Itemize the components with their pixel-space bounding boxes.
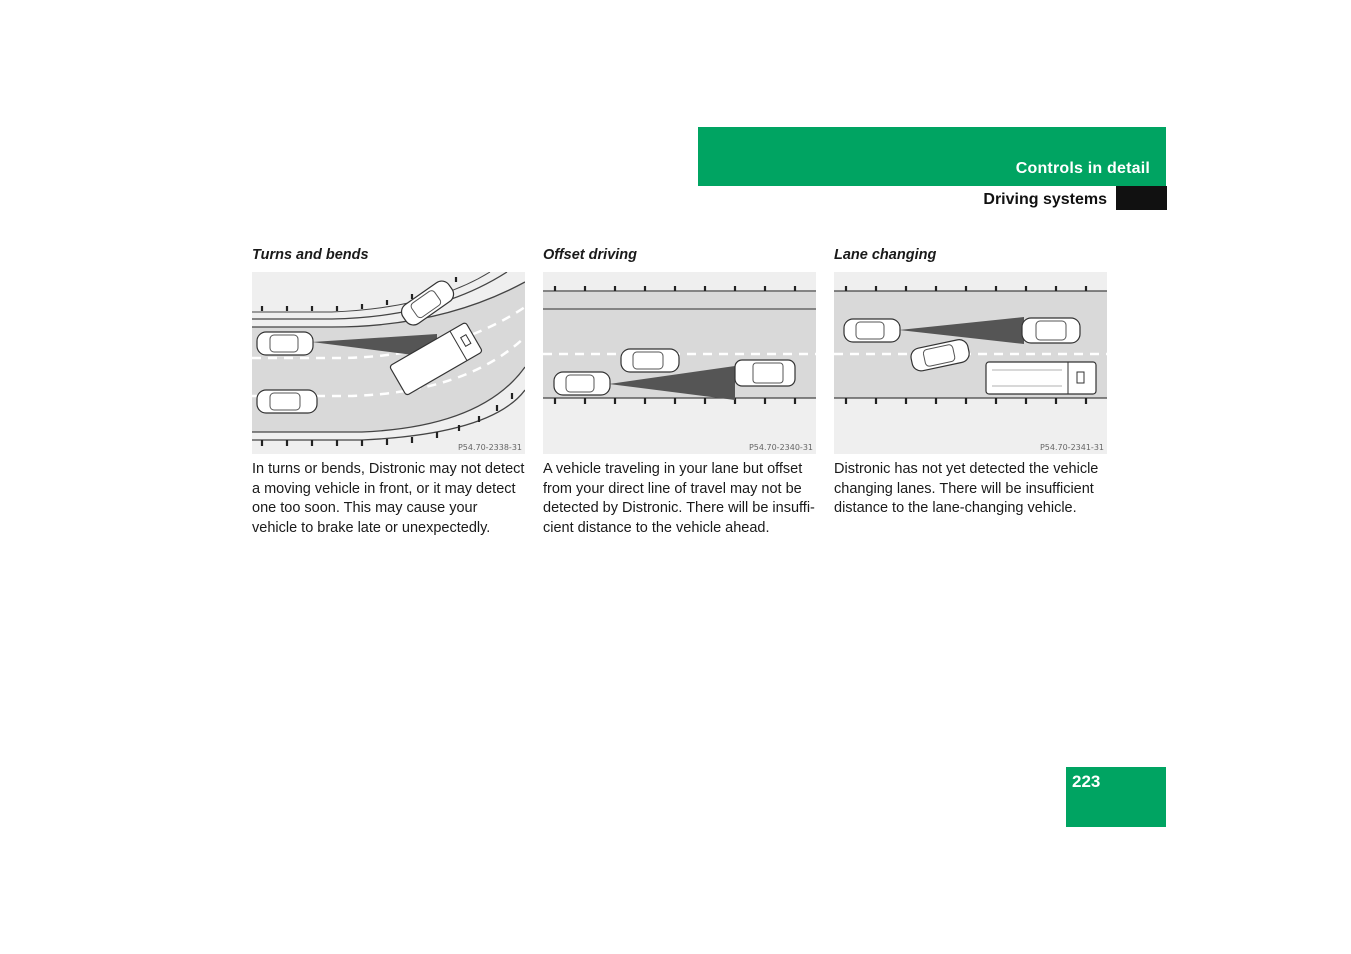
column-lane-changing: [834, 245, 1107, 519]
subsection-header: [698, 186, 1167, 210]
column-body-text: Distronic has not yet detected the vehicle changing lanes. There will be insufficient distance to the lane-changing vehicle.: [834, 461, 1099, 516]
page-number: 223: [1072, 772, 1101, 791]
column-offset-driving: [543, 245, 816, 538]
illustration-straight-road-offset: [543, 272, 816, 454]
column-turns-and-bends: [252, 245, 525, 538]
subsection-title: Driving systems: [983, 191, 1107, 208]
column-title: Offset driving: [543, 247, 637, 263]
figure-lane-changing: [834, 272, 1107, 454]
page-number-box: [1066, 767, 1166, 827]
figure-code: P54.70-2338-31: [457, 443, 522, 452]
subsection-marker-block: [1116, 186, 1167, 210]
section-header-band: [698, 127, 1166, 186]
figure-code: P54.70-2341-31: [1039, 443, 1104, 452]
column-body-text: In turns or bends, Distronic may not detect a moving vehicle in front, or it may detect one too soon. This may cause your vehicle to brake late or unexpectedly.: [252, 461, 525, 536]
column-title: Lane changing: [834, 247, 937, 263]
section-title: Controls in detail: [1015, 160, 1150, 177]
figure-offset-driving: [543, 272, 816, 454]
column-title: Turns and bends: [252, 247, 369, 263]
figure-code: P54.70-2340-31: [748, 443, 813, 452]
figure-turns-and-bends: [252, 272, 525, 454]
illustration-lane-change: [834, 272, 1107, 454]
column-body-text: A vehicle traveling in your lane but offset from your direct line of travel may not be detected by Distronic. There will be insuffi-cient distance to the vehicle ahead.: [543, 461, 815, 536]
illustration-curved-road: [252, 272, 525, 454]
